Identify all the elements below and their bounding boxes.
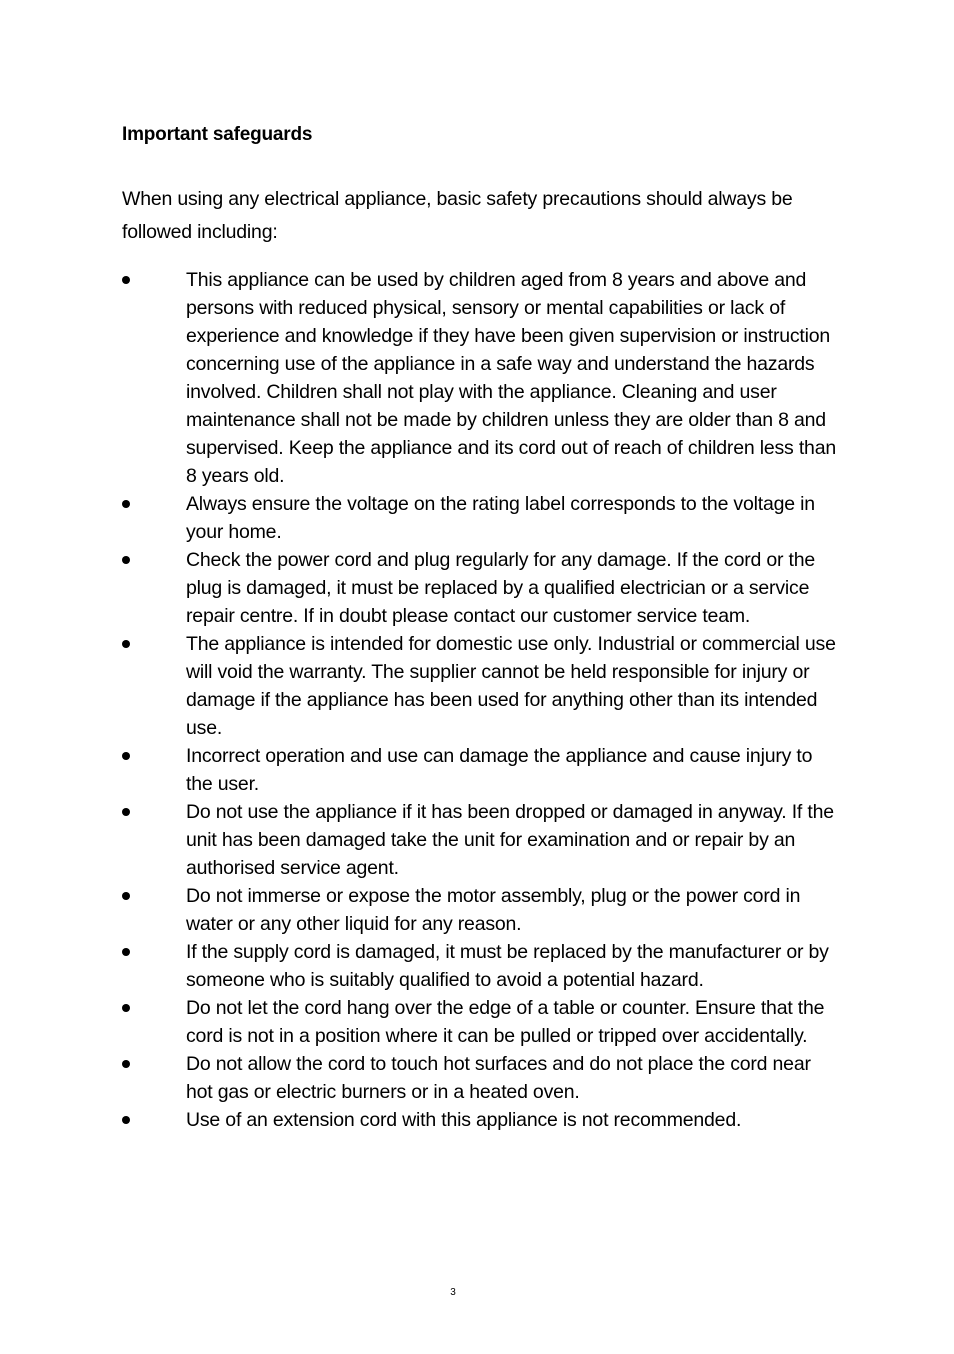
safeguard-item [122,938,842,994]
bullet-icon [122,1106,134,1134]
safeguard-text: Check the power cord and plug regularly for any damage. If the cord or the plug is damaged, it must be replaced by a qualified electrician or a service repair centre. If in doubt please contact our customer service team. [186,549,816,627]
bullet-icon [122,266,134,294]
safeguard-item [122,546,842,630]
safeguard-item [122,882,842,938]
safeguard-item [122,994,842,1050]
safeguard-text: The appliance is intended for domestic use only. Industrial or commercial use will void the warranty. The supplier cannot be held responsible for injury or damage if the appliance has been used for anything other than its intended use. [186,633,836,739]
bullet-icon [122,546,134,574]
safeguard-text: Use of an extension cord with this appliance is not recommended. [186,1109,742,1131]
safeguard-item [122,742,842,798]
bullet-icon [122,1050,134,1078]
bullet-icon [122,742,134,770]
safeguard-text: Do not let the cord hang over the edge of a table or counter. Ensure that the cord is not in a position where it can be pulled or tripped over accidentally. [186,997,825,1047]
bullet-icon [122,798,134,826]
safeguard-item [122,798,842,882]
safeguard-text: Do not use the appliance if it has been dropped or damaged in anyway. If the unit has been damaged take the unit for examination and or repair by an authorised service agent. [186,801,834,879]
safeguard-item [122,490,842,546]
safeguard-item [122,1050,842,1106]
bullet-icon [122,630,134,658]
safeguard-item [122,266,842,490]
safeguard-text: This appliance can be used by children aged from 8 years and above and persons with reduced physical, sensory or mental capabilities or lack of experience and knowledge if they have been given supervision or instruction concerning use of the appliance in a safe way and understand the hazards involved. Children shall not play with the appliance. Cleaning and user maintenance shall not be made by children unless they are older than 8 and supervised. Keep the appliance and its cord out of reach of children less than 8 years old. [186,269,836,487]
safeguard-list [122,266,842,1134]
safeguard-text: Incorrect operation and use can damage the appliance and cause injury to the user. [186,745,813,795]
safeguard-text: If the supply cord is damaged, it must be replaced by the manufacturer or by someone who is suitably qualified to avoid a potential hazard. [186,941,829,991]
safeguard-text: Always ensure the voltage on the rating label corresponds to the voltage in your home. [186,493,815,543]
safeguard-text: Do not allow the cord to touch hot surfaces and do not place the cord near hot gas or electric burners or in a heated oven. [186,1053,811,1103]
safeguard-item [122,630,842,742]
page-number: 3 [450,1287,456,1298]
safeguard-text: Do not immerse or expose the motor assembly, plug or the power cord in water or any other liquid for any reason. [186,885,801,935]
section-heading: Important safeguards [122,124,313,145]
safeguard-item [122,1106,842,1134]
bullet-icon [122,882,134,910]
intro-paragraph: When using any electrical appliance, basic safety precautions should always be followed including: [122,188,793,243]
bullet-icon [122,490,134,518]
bullet-icon [122,938,134,966]
bullet-icon [122,994,134,1022]
